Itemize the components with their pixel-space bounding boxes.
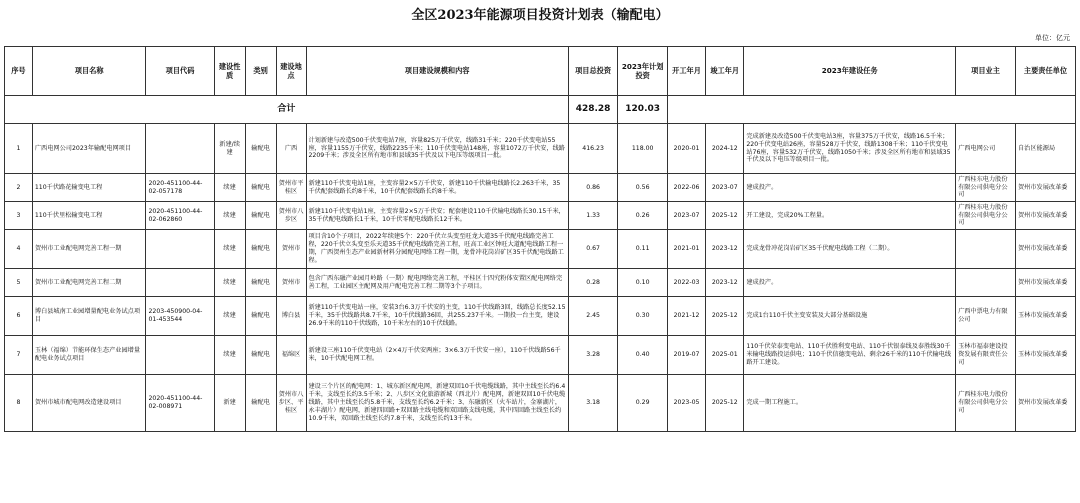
total-investment: 0.86 (568, 174, 618, 202)
unit-label: 单位：亿元 (1035, 34, 1070, 42)
task-2023: 建成投产。 (744, 269, 956, 297)
total-plan-2023: 120.03 (618, 96, 668, 124)
plan-2023: 118.00 (618, 124, 668, 174)
scale-content: 包含广西东融产业园月岭路（一期）配电网络完善工程，平桂区十四究粉体安置区配电网络完善工程，工业园区主配网及用户配电完善工程二期等3个子项目。 (306, 269, 568, 297)
col-header-content: 项目建设规模和内容 (306, 47, 568, 96)
total-investment: 416.23 (568, 124, 618, 174)
table-row (5, 336, 1076, 375)
table-row (5, 124, 1076, 174)
table-row (5, 174, 1076, 202)
total-investment: 0.67 (568, 230, 618, 269)
project-name: 110千伏里松输变电工程 (32, 202, 146, 230)
total-label: 合计 (5, 96, 569, 124)
responsible-unit: 贺州市发展改革委 (1015, 230, 1075, 269)
start-month: 2019-07 (667, 336, 705, 375)
location: 贺州市平桂区 (276, 174, 306, 202)
row-no: 6 (5, 297, 33, 336)
page-title: 全区2023年能源项目投资计划表（输配电） (411, 8, 669, 23)
table-row (5, 269, 1076, 297)
category: 输配电 (245, 336, 276, 375)
end-month: 2023-12 (706, 269, 744, 297)
location: 广西 (276, 124, 306, 174)
project-code (146, 124, 214, 174)
build-nature: 续建 (214, 336, 245, 375)
project-name: 博白县城南工业园增量配电业务试点项目 (32, 297, 146, 336)
task-2023: 完成1台110千伏主变安装及大部分基础设施 (744, 297, 956, 336)
scale-content: 建设三个片区的配电网：1、城东新区配电网，新建双回10千伏电缆线路，其中主线至长约6.4千米，支线至长约3.5千米；2、八步区文化旅游新城（西北片）配电网，新建双回10千伏电缆线路，其中主线至长约5.8千米，支线至长约6.2千米；3、东融新区（火车站片，金寨湖片，永丰湖片）配电网，新建四回路+双回路主线电缆和双回路支线电缆，其中四回路主线至长约10.9千米，双回路主线至长约7.8千米，支线至长约13千米。 (306, 375, 568, 432)
responsible-unit: 贺州市发展改革委 (1015, 202, 1075, 230)
scale-content: 新建110千伏变电站一座，安装3台6.3万千伏安的主变，110千伏线路3回，线路总长度52.15千米，35千伏线路共8.7千米，10千伏线路36回，共255.237千米。一期投一台主变，建设26.9千米的110千伏线路，10千米左右的10千伏线路。 (306, 297, 568, 336)
total-investment: 0.28 (568, 269, 618, 297)
scale-content: 计划新建与改造500千伏变电站7座，容量825万千伏安，线路31千米；220千伏变电站55座，容量1155万千伏安，线路2235千米；110千伏变电站148座，容量1072万千伏安，线路2209千米；涉及全区所有地市和县域35千伏及以下电压等级项目一批。 (306, 124, 568, 174)
project-name: 110千伏路花输变电工程 (32, 174, 146, 202)
row-no: 8 (5, 375, 33, 432)
location: 贺州市 (276, 269, 306, 297)
category: 输配电 (245, 230, 276, 269)
responsible-unit: 贺州市发展改革委 (1015, 375, 1075, 432)
category: 输配电 (245, 202, 276, 230)
project-code: 2203-450900-04-01-453544 (146, 297, 214, 336)
project-owner: 广西电网公司 (956, 124, 1016, 174)
total-investment: 3.28 (568, 336, 618, 375)
col-header-resp: 主要责任单位 (1015, 47, 1075, 96)
col-header-start: 开工年月 (667, 47, 705, 96)
col-header-task: 2023年建设任务 (744, 47, 956, 96)
location: 福绵区 (276, 336, 306, 375)
total-investment: 3.18 (568, 375, 618, 432)
location: 贺州市 (276, 230, 306, 269)
end-month: 2025-01 (706, 336, 744, 375)
plan-2023: 0.30 (618, 297, 668, 336)
category: 输配电 (245, 297, 276, 336)
project-owner: 玉林市福泰建设投资发展有限责任公司 (956, 336, 1016, 375)
location: 贺州市八步区 (276, 202, 306, 230)
col-header-total: 项目总投资 (568, 47, 618, 96)
responsible-unit: 贺州市发展改革委 (1015, 174, 1075, 202)
project-name: 贺州市工业配电网完善工程二期 (32, 269, 146, 297)
table-row (5, 375, 1076, 432)
col-header-no: 序号 (5, 47, 33, 96)
col-header-plan: 2023年计划投资 (618, 47, 668, 96)
plan-2023: 0.11 (618, 230, 668, 269)
project-code: 2020-451100-44-02-062860 (146, 202, 214, 230)
responsible-unit: 玉林市发展改革委 (1015, 336, 1075, 375)
total-blank (667, 96, 1075, 124)
project-owner: 广西桂东电力股份有限公司供电分公司 (956, 202, 1016, 230)
project-owner (956, 230, 1016, 269)
total-row (5, 96, 1076, 124)
project-code (146, 336, 214, 375)
plan-2023: 0.29 (618, 375, 668, 432)
responsible-unit: 贺州市发展改革委 (1015, 269, 1075, 297)
responsible-unit: 自治区能源局 (1015, 124, 1075, 174)
plan-2023: 0.40 (618, 336, 668, 375)
investment-table (4, 46, 1076, 432)
project-code: 2020-451100-44-02-008971 (146, 375, 214, 432)
scale-content: 新建110千伏变电站1座，主变容量2×5万千伏安；配套建设110千伏输电线路长30.15千米，35千伏配电线路长1千米，10千伏零配电线路长12千米。 (306, 202, 568, 230)
total-investment: 1.33 (568, 202, 618, 230)
plan-2023: 0.56 (618, 174, 668, 202)
start-month: 2022-06 (667, 174, 705, 202)
build-nature: 续建 (214, 269, 245, 297)
project-code: 2020-451100-44-02-057178 (146, 174, 214, 202)
row-no: 2 (5, 174, 33, 202)
project-name: 玉林（福绵）节能环保生态产业园增量配电业务试点项目 (32, 336, 146, 375)
build-nature: 续建 (214, 297, 245, 336)
category: 输配电 (245, 269, 276, 297)
start-month: 2023-07 (667, 202, 705, 230)
build-nature: 续建 (214, 230, 245, 269)
project-name: 广西电网公司2023年输配电网项目 (32, 124, 146, 174)
scale-content: 新建设三座110千伏变电站（2×4万千伏安两座；3×6.3万千伏安一座），110千伏线路56千米，10千伏配电网工程。 (306, 336, 568, 375)
location: 贺州市八步区、平桂区 (276, 375, 306, 432)
start-month: 2020-01 (667, 124, 705, 174)
total-investment: 428.28 (568, 96, 618, 124)
start-month: 2021-12 (667, 297, 705, 336)
task-2023: 建成投产。 (744, 174, 956, 202)
task-2023: 完成一期工程施工。 (744, 375, 956, 432)
scale-content: 新建110千伏变电站1座，主变容量2×5万千伏安，新建110千伏输电线路长2.263千米，35千伏配套线路长约8千米，10千伏配套线路长约8千米。 (306, 174, 568, 202)
project-name: 贺州市工业配电网完善工程一期 (32, 230, 146, 269)
task-2023: 开工建设，完成20%工程量。 (744, 202, 956, 230)
table-row (5, 297, 1076, 336)
col-header-end: 竣工年月 (706, 47, 744, 96)
location: 博白县 (276, 297, 306, 336)
build-nature: 新建/续建 (214, 124, 245, 174)
category: 输配电 (245, 124, 276, 174)
col-header-location: 建设地点 (276, 47, 306, 96)
end-month: 2024-12 (706, 124, 744, 174)
task-2023: 110千伏荣泰变电站、110千伏胜利变电站、110千伏银泰线及泰胜线30千米输电线路投运供电；110千伏信德变电站、剩余26千米的110千伏输电线路开工建设。 (744, 336, 956, 375)
start-month: 2023-05 (667, 375, 705, 432)
col-header-nature: 建设性质 (214, 47, 245, 96)
row-no: 4 (5, 230, 33, 269)
responsible-unit: 玉林市发展改革委 (1015, 297, 1075, 336)
end-month: 2025-12 (706, 297, 744, 336)
build-nature: 新建 (214, 375, 245, 432)
project-code (146, 269, 214, 297)
start-month: 2021-01 (667, 230, 705, 269)
project-name: 贺州市城市配电网改造建设项目 (32, 375, 146, 432)
table-row (5, 230, 1076, 269)
project-code (146, 230, 214, 269)
start-month: 2022-03 (667, 269, 705, 297)
col-header-code: 项目代码 (146, 47, 214, 96)
row-no: 7 (5, 336, 33, 375)
scale-content: 项目含10个子项目，2022年续建5个：220千伏立头变至旺龙大道35千伏配电线路完善工程，220千伏立头变至乐天道35千伏配电线路完善工程，旺高工业区钟旺大道配电线路工程一期，广西贺州生态产业园新材料分园配电网络工程一期，龙骨冲花岗岩矿区35千伏配电线路工程。 (306, 230, 568, 269)
plan-2023: 0.10 (618, 269, 668, 297)
row-no: 3 (5, 202, 33, 230)
total-investment: 2.45 (568, 297, 618, 336)
project-owner: 广西桂东电力股份有限公司供电分公司 (956, 174, 1016, 202)
project-owner: 广西中票电力有限公司 (956, 297, 1016, 336)
col-header-owner: 项目业主 (956, 47, 1016, 96)
task-2023: 完成龙骨冲花岗岩矿区35千伏配电线路工程（二期）。 (744, 230, 956, 269)
category: 输配电 (245, 375, 276, 432)
build-nature: 续建 (214, 202, 245, 230)
row-no: 5 (5, 269, 33, 297)
plan-2023: 0.26 (618, 202, 668, 230)
col-header-name: 项目名称 (32, 47, 146, 96)
category: 输配电 (245, 174, 276, 202)
end-month: 2025-12 (706, 375, 744, 432)
project-owner (956, 269, 1016, 297)
end-month: 2023-12 (706, 230, 744, 269)
row-no: 1 (5, 124, 33, 174)
end-month: 2025-12 (706, 202, 744, 230)
table-row (5, 202, 1076, 230)
col-header-category: 类别 (245, 47, 276, 96)
project-owner: 广西桂东电力股份有限公司供电分公司 (956, 375, 1016, 432)
task-2023: 完成新建及改造500千伏变电站3座，容量375万千伏安，线路16.5千米；220千伏变电站26座，容量528万千伏安，线路1308千米；110千伏变电站76座，容量532万千伏安，线路1050千米；涉及全区所有地市和县域35千伏及以下电压等级项目一批。 (744, 124, 956, 174)
build-nature: 续建 (214, 174, 245, 202)
header-row (5, 47, 1076, 96)
end-month: 2023-07 (706, 174, 744, 202)
